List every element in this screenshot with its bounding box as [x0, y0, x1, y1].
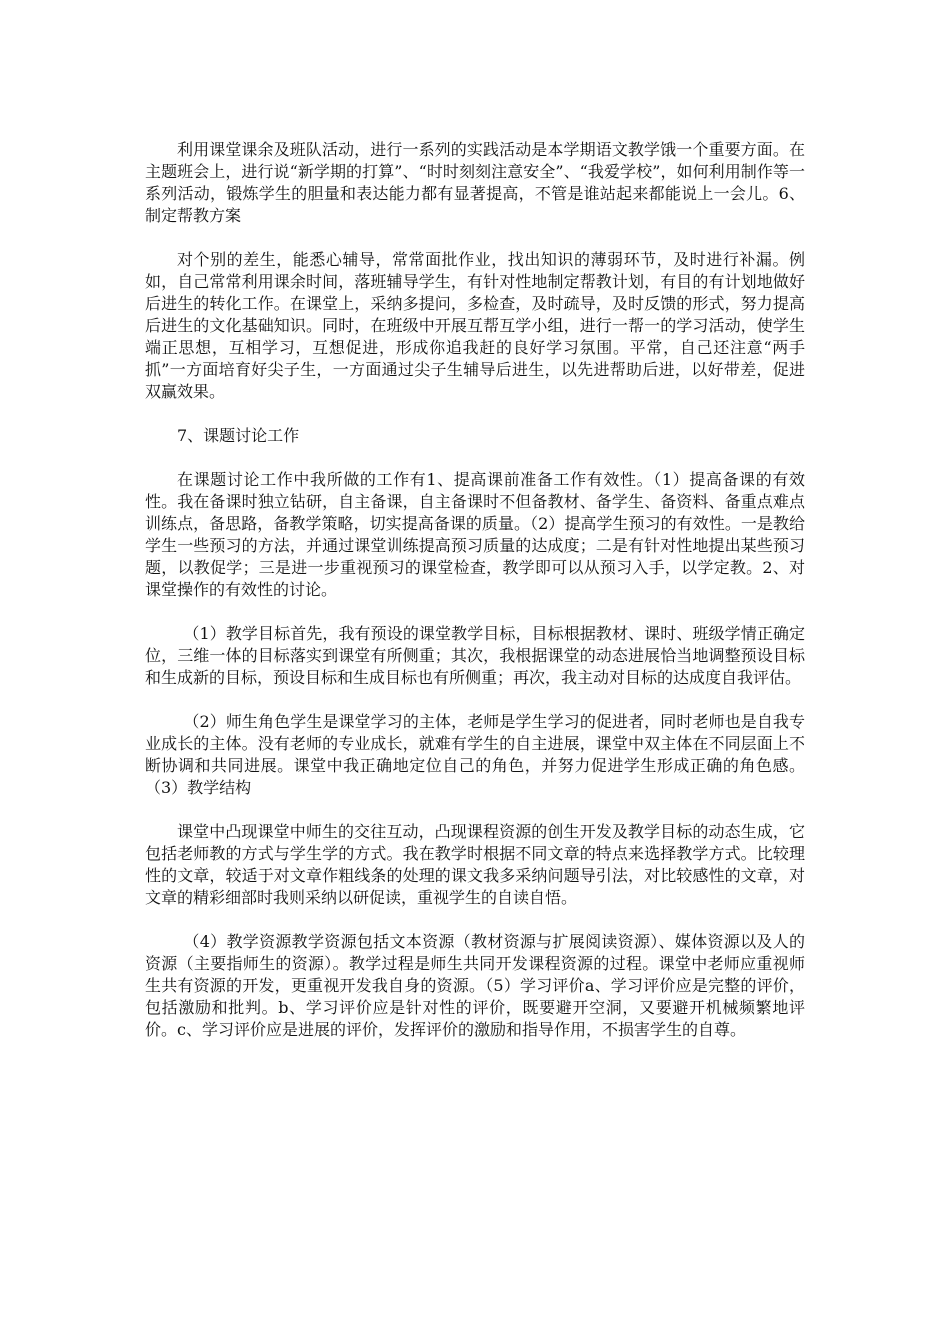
- paragraph-research-work: 在课题讨论工作中我所做的工作有1、提高课前准备工作有效性。（1）提高备课的有效性。我在备课时独立钻研，自主备课，自主备课时不但备教材、备学生、备资料、备重点难点训练点，备思路，备教学策略，切实提高备课的质量。（2）提高学生预习的有效性。一是教给学生一些预习的方法，并通过课堂训练提高预习质量的达成度；二是有针对性地提出某些预习题，以教促学；三是进一步重视预习的课堂检查，教学即可以从预习入手，以学定教。2、对课堂操作的有效性的讨论。: [145, 470, 805, 599]
- paragraph-teacher-student-roles: （2）师生角色学生是课堂学习的主体，老师是学生学习的促进者，同时老师也是自我专业成长的主体。没有老师的专业成长，就难有学生的自主进展，课堂中双主体在不同层面上不断协调和共同进展。课堂中我正确地定位自己的角色，并努力促进学生形成正确的角色感。（3）教学结构: [145, 712, 805, 797]
- section-heading-research: 7、课题讨论工作: [177, 426, 300, 445]
- document-body: [145, 139, 805, 1063]
- paragraph-teaching-resources: （4）教学资源教学资源包括文本资源（教材资源与扩展阅读资源）、媒体资源以及人的资源（主要指师生的资源）。教学过程是师生共同开发课程资源的过程。课堂中老师应重视师生共有资源的开发，更重视开发我自身的资源。（5）学习评价a、学习评价应是完整的评价，包括激励和批判。b、学习评价应是针对性的评价，既要避开空洞，又要避开机械频繁地评价。c、学习评价应是进展的评价，发挥评价的激励和指导作用，不损害学生的自尊。: [145, 932, 805, 1039]
- paragraph-tutoring-plan: 对个别的差生，能悉心辅导，常常面批作业，找出知识的薄弱环节，及时进行补漏。例如，自己常常利用课余时间，落班辅导学生，有针对性地制定帮教计划，有目的有计划地做好后进生的转化工作。在课堂上，采纳多提问，多检查，及时疏导，及时反馈的形式，努力提高后进生的文化基础知识。同时，在班级中开展互帮互学小组，进行一帮一的学习活动，使学生端正思想，互相学习，互想促进，形成你追我赶的良好学习氛围。平常，自己还注意“两手抓”一方面培育好尖子生，一方面通过尖子生辅导后进生，以先进帮助后进，以好带差，促进双赢效果。: [145, 250, 805, 401]
- paragraph-teaching-goals: （1）教学目标首先，我有预设的课堂教学目标，目标根据教材、课时、班级学情正确定位，三维一体的目标落实到课堂有所侧重；其次，我根据课堂的动态进展恰当地调整预设目标和生成新的目标，预设目标和生成目标也有所侧重；再次，我主动对目标的达成度自我评估。: [145, 624, 805, 687]
- paragraph-teaching-structure: 课堂中凸现课堂中师生的交往互动，凸现课程资源的创生开发及教学目标的动态生成，它包括老师教的方式与学生学的方式。我在教学时根据不同文章的特点来选择教学方式。比较理性的文章，较适于对文章作粗线条的处理的课文我多采纳问题导引法，对比较感性的文章，对文章的精彩细部时我则采纳以研促读，重视学生的自读自悟。: [145, 822, 805, 907]
- paragraph-practice-activities: 利用课堂课余及班队活动，进行一系列的实践活动是本学期语文教学饿一个重要方面。在主题班会上，进行说“新学期的打算”、“时时刻刻注意安全”、“我爱学校”，如何利用制作等一系列活动，锻炼学生的胆量和表达能力都有显著提高，不管是谁站起来都能说上一会儿。6、制定帮教方案: [145, 140, 805, 225]
